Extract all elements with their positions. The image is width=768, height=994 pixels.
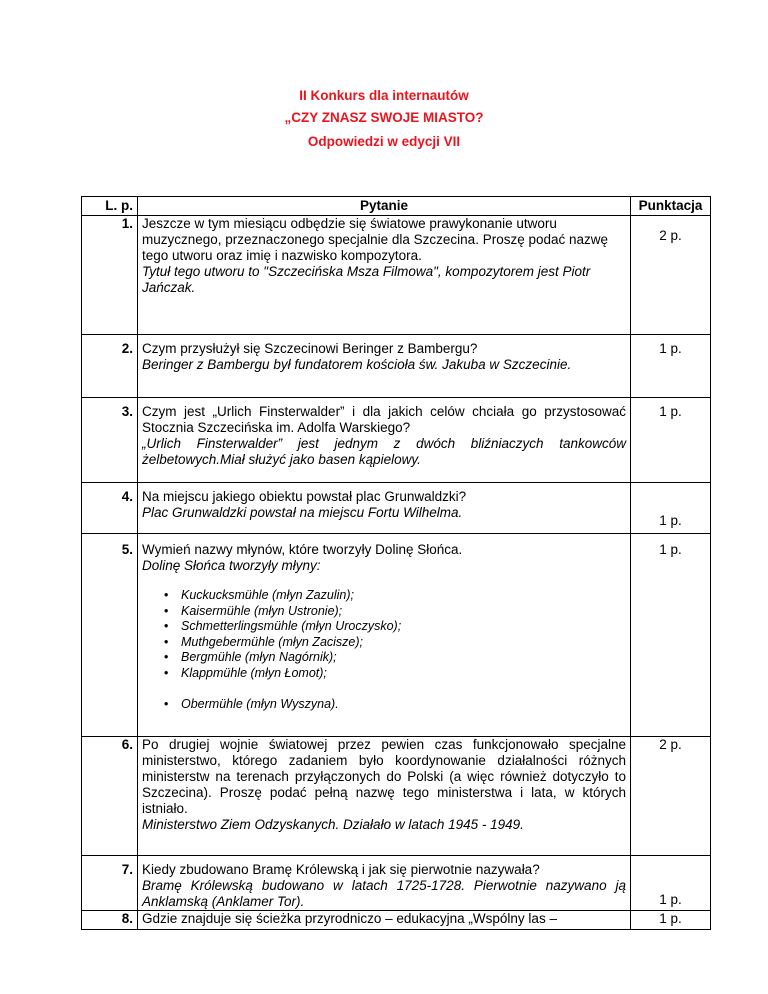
table-row — [82, 335, 711, 398]
question-cell — [138, 216, 631, 335]
contest-subtitle: „CZY ZNASZ SWOJE MIASTO? — [284, 110, 484, 125]
question-text: Na miejscu jakiego obiektu powstał plac Grunwaldzki? — [142, 489, 467, 504]
contest-title: II Konkurs dla internautów — [299, 88, 469, 103]
list-item: • Kaisermühle (młyn Ustronie); — [164, 604, 626, 620]
question-text: Po drugiej wojnie światowej przez pewien czas funkcjonowało specjalne ministerstwo, którego zadaniem było koordynowanie działalności różnych ministerstw na terenach przyłączonych do Polski (a więc również dotyczyło to Szczecina). Proszę podać pełną nazwę tego ministerstwa i lata, w których istniało. — [142, 737, 626, 816]
list-item: • Schmetterlingsmühle (młyn Uroczysko); — [164, 619, 626, 635]
list-item: • Bergmühle (młyn Nagórnik); — [164, 650, 626, 666]
list-item: • Muthgebermühle (młyn Zacisze); — [164, 635, 626, 651]
question-cell — [138, 398, 631, 483]
edition-title: Odpowiedzi w edycji VII — [307, 134, 461, 149]
table-row — [82, 483, 711, 534]
points-cell: 1 p. — [631, 856, 711, 911]
answer-text: „Urlich Finsterwalder” jest jednym z dwóch bliźniaczych tankowców żelbetowych.Miał służyć jako basen kąpielowy. — [142, 436, 626, 467]
row-number: 7. — [82, 856, 138, 911]
row-number: 6. — [82, 737, 138, 856]
mills-list — [142, 588, 626, 712]
table-header-row — [82, 197, 711, 216]
points-cell: 1 p. — [631, 911, 711, 930]
question-text: Czym przysłużył się Szczecinowi Beringer z Bambergu? — [142, 341, 478, 356]
table-row — [82, 856, 711, 911]
row-number: 1. — [82, 216, 138, 335]
table-row — [82, 737, 711, 856]
question-cell — [138, 856, 631, 911]
table-row — [82, 398, 711, 483]
table-row — [82, 911, 711, 930]
question-cell — [138, 335, 631, 398]
points-cell: 1 p. — [631, 483, 711, 534]
answers-table — [81, 196, 711, 930]
question-cell — [138, 534, 631, 737]
question-text: Kiedy zbudowano Bramę Królewską i jak się pierwotnie nazywała? — [142, 862, 540, 877]
points-cell: 2 p. — [631, 737, 711, 856]
question-text: Gdzie znajduje się ścieżka przyrodniczo – edukacyjna „Wspólny las – — [142, 911, 557, 926]
answer-text: Beringer z Bambergu był fundatorem kościoła św. Jakuba w Szczecinie. — [142, 357, 572, 372]
answer-text: Plac Grunwaldzki powstał na miejscu Fortu Wilhelma. — [142, 505, 463, 520]
row-number: 8. — [82, 911, 138, 930]
points-cell: 1 p. — [631, 398, 711, 483]
header-question: Pytanie — [138, 197, 631, 216]
answer-text: Bramę Królewską budowano w latach 1725-1728. Pierwotnie nazywano ją Anklamską (Anklamer Tor). — [142, 878, 626, 909]
row-number: 4. — [82, 483, 138, 534]
answer-text: Ministerstwo Ziem Odzyskanych. Działało w latach 1945 - 1949. — [142, 817, 524, 832]
question-cell — [138, 911, 631, 930]
row-number: 3. — [82, 398, 138, 483]
header-points: Punktacja — [631, 197, 711, 216]
answer-text: Dolinę Słońca tworzyły młyny: — [142, 558, 321, 573]
answer-text: Tytuł tego utworu to "Szczecińska Msza Filmowa", kompozytorem jest Piotr Jańczak. — [142, 264, 591, 295]
question-text: Czym jest „Urlich Finsterwalder” i dla jakich celów chciała go przystosować Stocznia Szczecińska im. Adolfa Warskiego? — [142, 404, 626, 435]
points-cell: 1 p. — [631, 335, 711, 398]
header-number: L. p. — [82, 197, 138, 216]
question-text: Jeszcze w tym miesiącu odbędzie się światowe prawykonanie utworu muzycznego, przeznaczonego specjalnie dla Szczecina. Proszę podać nazwę tego utworu oraz imię i nazwisko kompozytora. — [142, 216, 609, 263]
points-cell: 2 p. — [631, 216, 711, 335]
row-number: 2. — [82, 335, 138, 398]
list-item: • Klappmühle (młyn Łomot); — [164, 666, 626, 682]
question-cell — [138, 737, 631, 856]
table-row — [82, 216, 711, 335]
question-text: Wymień nazwy młynów, które tworzyły Dolinę Słońca. — [142, 542, 463, 557]
question-cell — [138, 483, 631, 534]
table-row — [82, 534, 711, 737]
row-number: 5. — [82, 534, 138, 737]
points-cell: 1 p. — [631, 534, 711, 737]
list-item: • Kuckucksmühle (młyn Zazulin); — [164, 588, 626, 604]
list-item: • Obermühle (młyn Wyszyna). — [164, 697, 626, 713]
